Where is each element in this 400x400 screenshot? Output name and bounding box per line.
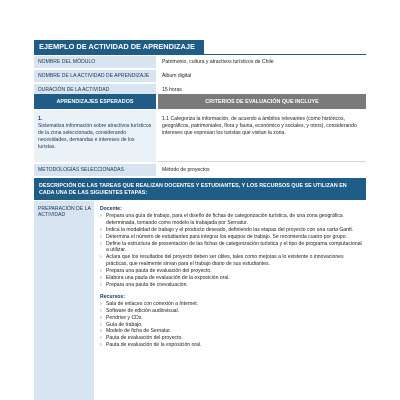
bullet-icon: › — [100, 240, 102, 247]
recursos-list — [100, 301, 363, 349]
preparation-body — [100, 206, 363, 349]
list-item — [100, 268, 363, 275]
list-item-text: Determina el número de estudiantes para integrar los equipos de trabajo. Se recomienda cuatro por grupo. — [106, 233, 347, 240]
list-item — [100, 328, 363, 335]
list-item — [100, 342, 363, 349]
criteria-cell — [158, 110, 366, 162]
preparation-label: PREPARACIÓN DE LA ACTIVIDAD — [38, 206, 91, 219]
list-item-text: Pendrive y CDs. — [106, 314, 143, 321]
row-value-cell — [158, 70, 366, 82]
list-item-text: Prepara una pauta de coevaluación. — [106, 281, 188, 288]
row-value-cell — [158, 164, 366, 176]
bullet-icon: › — [100, 268, 102, 275]
preparation-label-cell — [34, 201, 94, 400]
row-label-cell — [34, 164, 156, 176]
bullet-icon: › — [100, 328, 102, 335]
learning-text-block — [38, 116, 152, 151]
header-learning — [34, 94, 156, 109]
document-title: EJEMPLO DE ACTIVIDAD DE APRENDIZAJE — [34, 40, 204, 54]
bullet-icon: › — [100, 314, 102, 321]
learning-text: Sistematiza información sobre atractivos turísticos de la zona seleccionada, considerando necesidades, demandas e intereses de los turistas. — [38, 122, 152, 150]
list-item — [100, 254, 363, 268]
list-item — [100, 227, 363, 234]
bullet-icon: › — [100, 254, 102, 261]
info-row-module — [34, 56, 366, 68]
section-header — [34, 178, 366, 200]
list-item-text: Pauta de evaluación de la exposición oral. — [106, 342, 202, 349]
list-item-text: Indica la modalidad de trabajo y el producto deseado, definiendo las etapas del proyecto con una carta Gantt. — [106, 226, 354, 233]
bullet-icon: › — [100, 212, 102, 219]
docente-list — [100, 213, 363, 289]
info-row-activity — [34, 70, 366, 82]
row-label: DURACIÓN DE LA ACTIVIDAD — [38, 86, 110, 93]
row-label: NOMBRE DE LA ACTIVIDAD DE APRENDIZAJE — [38, 72, 150, 79]
learning-cell — [34, 110, 156, 162]
table-header-row — [34, 94, 366, 109]
row-label-cell — [34, 70, 156, 82]
bullet-icon: › — [100, 335, 102, 342]
bullet-icon: › — [100, 275, 102, 282]
bullet-icon: › — [100, 342, 102, 349]
list-item — [100, 308, 363, 315]
header-criteria-label: CRITERIOS DE EVALUACIÓN QUE INCLUYE — [205, 98, 319, 105]
list-item — [100, 301, 363, 308]
criteria-text: 1.1 Categoriza la información, de acuerdo a ámbitos relevantes (como históricos, geográficos, patrimoniales, flora y fauna, económico y sociales, y otros), considerando intereses que expresan los turistas que visitan la zona. — [162, 116, 357, 136]
list-item — [100, 335, 363, 342]
methodology-label: METODOLOGÍAS SELECCIONADAS — [38, 166, 124, 173]
preparation-row — [34, 201, 366, 400]
info-row-methodology — [34, 164, 366, 176]
docente-heading: Docente: — [100, 206, 122, 212]
list-item — [100, 282, 363, 289]
list-item-text: Elabora una pauta de evaluación de la exposición oral. — [106, 275, 230, 282]
bullet-icon: › — [100, 226, 102, 233]
list-item — [100, 213, 363, 227]
list-item-text: Sala de enlaces con conexión a Internet. — [106, 300, 199, 307]
row-value: Álbum digital — [162, 72, 192, 79]
learning-criteria-row — [34, 110, 366, 162]
list-item-text: Define la estructura de presentación de las fichas de categorización turística y el tipo de programa computacional a utilizar. — [106, 240, 362, 254]
list-item-text: Pauta de evaluación del proyecto. — [106, 335, 183, 342]
methodology-value: Método de proyectos — [162, 166, 210, 173]
bullet-icon: › — [100, 281, 102, 288]
list-item-text: Prepara una guía de trabajo, para el diseño de fichas de categorización turística, de una zona geográfica determinada, tomando como modelo la trabajada por Sernatur. — [106, 212, 343, 226]
header-criteria — [158, 94, 366, 109]
learning-number: 1. — [38, 116, 43, 122]
bullet-icon: › — [100, 307, 102, 314]
header-learning-label: APRENDIZAJES ESPERADOS — [56, 98, 134, 105]
bullet-icon: › — [100, 321, 102, 328]
title-rule — [34, 54, 366, 55]
preparation-content-cell — [96, 201, 366, 400]
list-item — [100, 315, 363, 322]
row-label-cell — [34, 56, 156, 68]
recursos-heading: Recursos: — [100, 293, 125, 300]
list-item-text: Prepara una pauta de evaluación del proyecto. — [106, 268, 212, 275]
list-item — [100, 322, 363, 329]
bullet-icon: › — [100, 233, 102, 240]
row-value-cell — [158, 56, 366, 68]
row-label: NOMBRE DEL MÓDULO — [38, 58, 96, 65]
list-item — [100, 234, 363, 241]
row-value: Patrimonio, cultura y atractivos turísticos de Chile — [162, 58, 274, 65]
list-item — [100, 241, 363, 255]
bullet-icon: › — [100, 300, 102, 307]
row-value: 15 horas — [162, 86, 182, 93]
section-title: DESCRIPCIÓN DE LAS TAREAS QUE REALIZAN DOCENTES Y ESTUDIANTES, Y LOS RECURSOS QUE SE UTILIZAN EN CADA UNA DE LAS SIGUIENTES ETAPAS: — [39, 183, 347, 196]
list-item-text: Guía de trabajo. — [106, 321, 143, 328]
list-item-text: Aclara que los resultados del proyecto deben ser útiles, tales como mejoras a lo existente o innovaciones prácticas, que realmente sirvan para el trabajo diario de sus estudiantes. — [106, 254, 344, 268]
list-item-text: Software de edición audiovisual. — [106, 307, 180, 314]
list-item — [100, 275, 363, 282]
list-item-text: Modelo de ficha de Sernatur. — [106, 328, 172, 335]
